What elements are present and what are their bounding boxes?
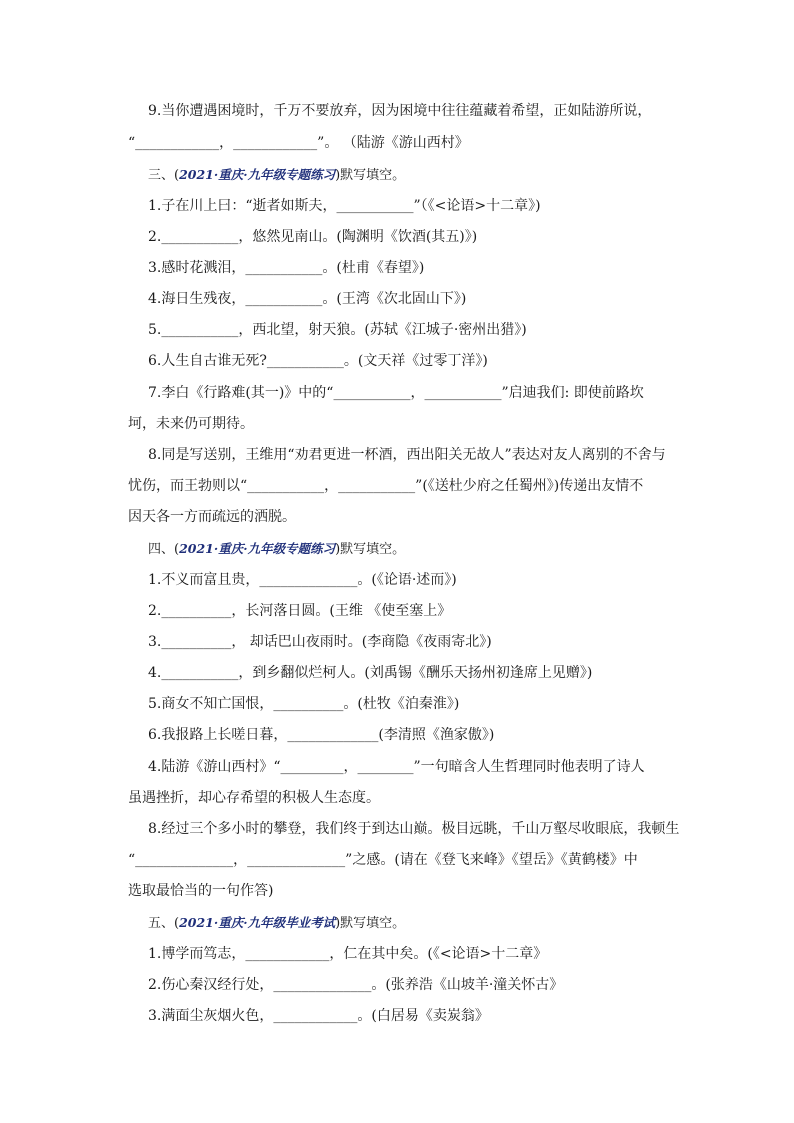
section-3-number: 三、( bbox=[148, 168, 180, 183]
s3-item-4: 4.海日生残夜，___________。(王湾《次北固山下》) bbox=[148, 291, 467, 307]
section-3-instruction: )默写填空。 bbox=[335, 168, 406, 183]
section-3-heading bbox=[148, 165, 405, 186]
section-4-instruction: )默写填空。 bbox=[335, 542, 406, 557]
s4-item-8-line-1: 8.经过三个多小时的攀登，我们终于到达山巅。极目远眺，千山万壑尽收眼底，我顿生 bbox=[148, 821, 680, 837]
item-9-line-2: “____________，____________”。 （陆游《游山西村》 bbox=[128, 135, 469, 151]
s4-item-4: 4.___________，到乡翻似烂柯人。(刘禹锡《酬乐天扬州初逢席上见赠》) bbox=[148, 665, 593, 681]
section-4-source-tag: 2021·重庆·九年级专题练习 bbox=[179, 541, 336, 556]
s5-item-2: 2.伤心秦汉经行处，______________。(张养浩《山坡羊·潼关怀古》 bbox=[148, 977, 564, 993]
s3-item-8-line-1: 8.同是写送别，王维用“劝君更进一杯酒，西出阳关无故人”表达对友人离别的不舍与 bbox=[148, 447, 666, 463]
section-4-number: 四、( bbox=[148, 542, 180, 557]
s4-item-8-line-3: 选取最恰当的一句作答) bbox=[128, 883, 274, 899]
s3-item-8-line-3: 因天各一方而疏远的洒脱。 bbox=[128, 509, 296, 525]
s5-item-1: 1.博学而笃志，____________，仁在其中矣。(《<论语>十二章》 bbox=[148, 946, 548, 962]
s4-item-8-line-2: “______________，______________”之感。(请在《登飞来峰》《望岳》《黄鹤楼》中 bbox=[128, 852, 638, 868]
s4-item-1: 1.不义而富且贵，______________。(《论语·述而》) bbox=[148, 572, 457, 588]
s3-item-5: 5.___________，西北望，射天狼。(苏轼《江城子·密州出猎》) bbox=[148, 322, 527, 338]
section-5-number: 五、( bbox=[148, 916, 180, 931]
s5-item-3: 3.满面尘灰烟火色，____________。(白居易《卖炭翁》 bbox=[148, 1008, 489, 1024]
s3-item-7-line-1: 7.李白《行路难(其一)》中的“___________，___________”启迪我们: 即使前路坎 bbox=[148, 385, 644, 401]
s4-item-5: 5.商女不知亡国恨，__________。(杜牧《泊秦淮》) bbox=[148, 696, 460, 712]
s4-item-7-line-2: 虽遇挫折，却心存希望的积极人生态度。 bbox=[128, 790, 380, 806]
s4-item-7-line-1: 4.陆游《游山西村》“_________，________”一句暗含人生哲理同时他表明了诗人 bbox=[148, 759, 645, 775]
s3-item-3: 3.感时花溅泪，___________。(杜甫《春望》) bbox=[148, 260, 425, 276]
item-9-line-1: 9.当你遭遇困境时，千万不要放弃，因为困境中往往蕴藏着希望，正如陆游所说， bbox=[148, 103, 652, 119]
s3-item-8-line-2: 忧伤，而王勃则以“___________，___________”(《送杜少府之任蜀州》)传递出友情不 bbox=[128, 478, 644, 494]
section-5-heading bbox=[148, 913, 405, 934]
s3-item-1: 1.子在川上曰：“逝者如斯夫，___________”（《<论语>十二章》) bbox=[148, 198, 541, 214]
s4-item-6: 6.我报路上长嗟日暮，_____________(李清照《渔家傲》) bbox=[148, 727, 495, 743]
section-5-instruction: )默写填空。 bbox=[335, 916, 406, 931]
section-3-source-tag: 2021·重庆·九年级专题练习 bbox=[179, 167, 336, 182]
s3-item-6: 6.人生自古谁无死?___________。(文天祥《过零丁洋》) bbox=[148, 353, 488, 369]
s4-item-2: 2.__________，长河落日圆。(王维 《使至塞上》 bbox=[148, 603, 452, 619]
section-4-heading bbox=[148, 539, 405, 560]
section-5-source-tag: 2021·重庆·九年级毕业考试 bbox=[179, 915, 336, 930]
s4-item-3: 3.__________， 却话巴山夜雨时。(李商隐《夜雨寄北》) bbox=[148, 634, 492, 650]
s3-item-2: 2.___________，悠然见南山。(陶渊明《饮酒(其五)》) bbox=[148, 229, 478, 245]
s3-item-7-line-2: 坷，未来仍可期待。 bbox=[128, 416, 254, 432]
